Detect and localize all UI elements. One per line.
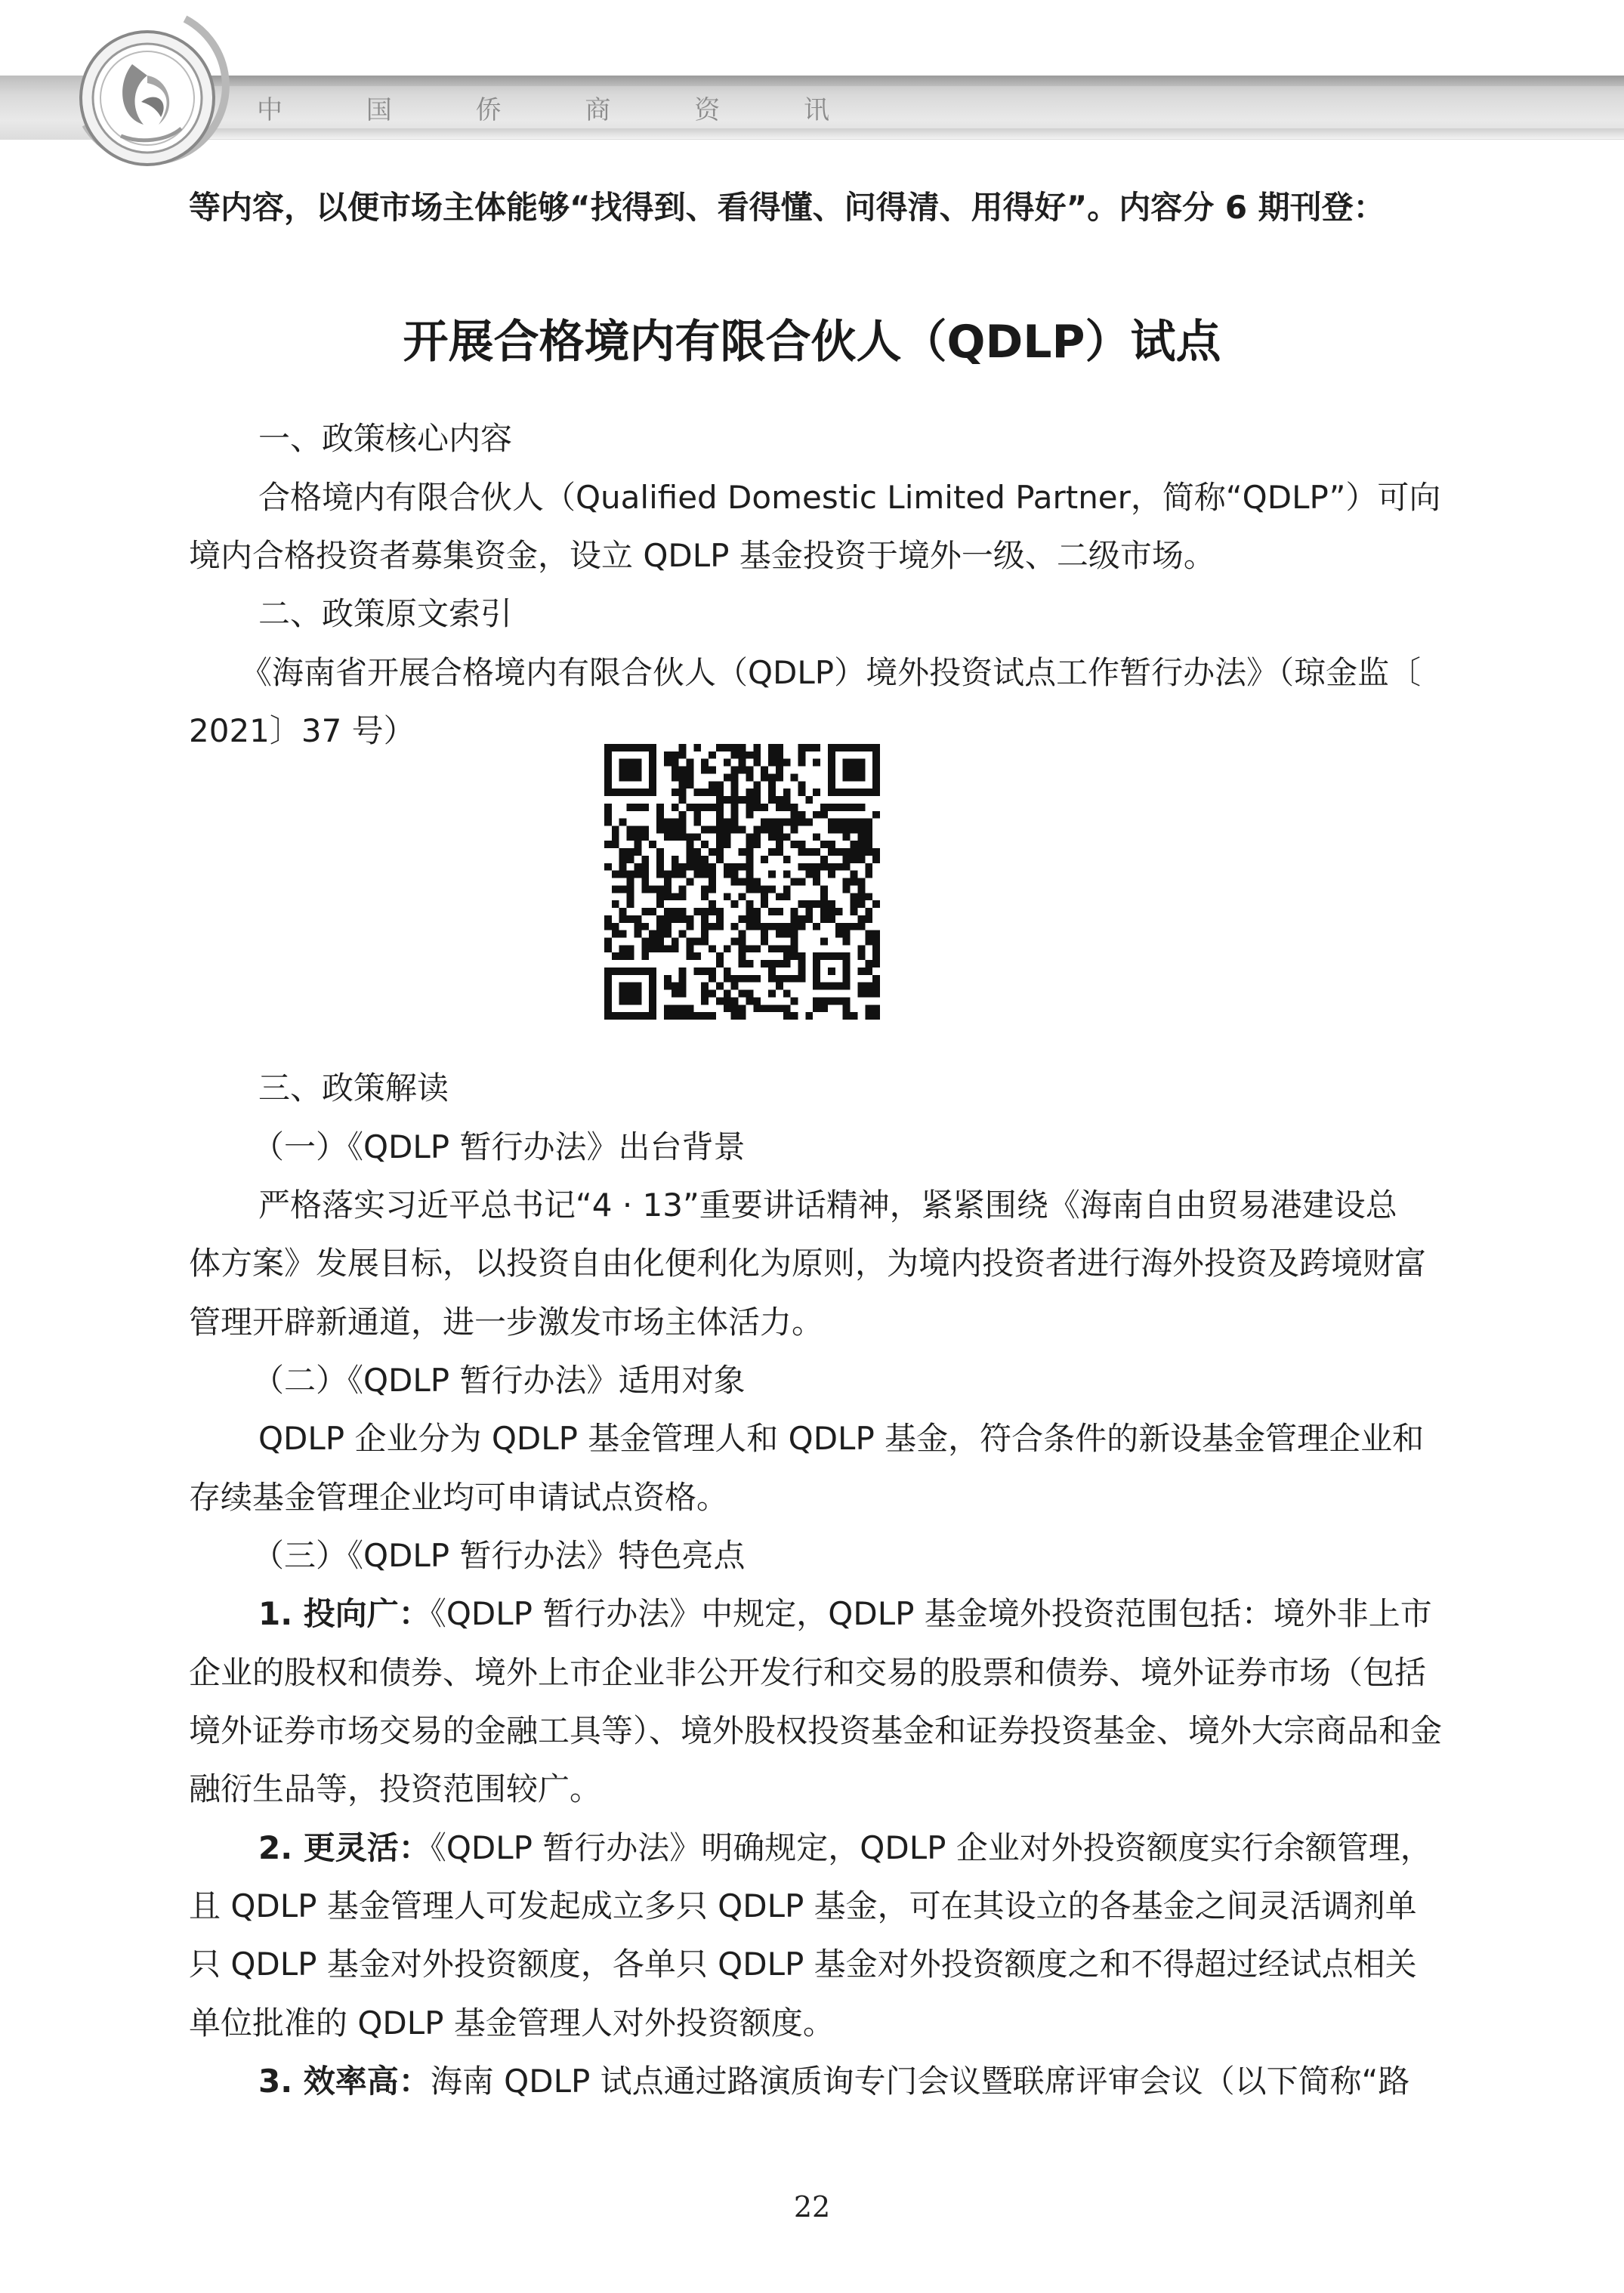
publication-title: 中 国 侨 商 资 讯 [257,95,868,125]
section-3-2-heading: （二）《QDLP 暂行办法》适用对象 [252,1362,746,1399]
item-2-line: 且 QDLP 基金管理人可发起成立多只 QDLP 基金，可在其设立的各基金之间灵活调剂单 [189,1887,1417,1924]
section-3-2-line: QDLP 企业分为 QDLP 基金管理人和 QDLP 基金，符合条件的新设基金管理企业和 [258,1420,1425,1457]
item-2-line: 只 QDLP 基金对外投资额度，各单只 QDLP 基金对外投资额度之和不得超过经试点相关 [189,1946,1417,1983]
item-3-line [258,2052,1505,2110]
section-3-2-line: 存续基金管理企业均可申请试点资格。 [189,1479,729,1516]
section-3-1-line: 管理开辟新通道，进一步激发市场主体活力。 [189,1304,824,1341]
section-3-1-heading: （一）《QDLP 暂行办法》出台背景 [252,1128,746,1165]
item-1-line [258,1585,1505,1643]
item-2-label: 2. 更灵活： [258,1829,431,1866]
item-1-line: 融衍生品等，投资范围较广。 [189,1770,602,1807]
section-3-1-line: 严格落实习近平总书记“4 · 13”重要讲话精神，紧紧围绕《海南自由贸易港建设总 [258,1187,1397,1224]
item-1-line: 企业的股权和债券、境外上市企业非公开发行和交易的股票和债券、境外证券市场（包括 [189,1654,1427,1691]
section-3-heading: 三、政策解读 [258,1069,449,1106]
page-number: 22 [793,2190,831,2224]
item-1-text: 《QDLP 暂行办法》中规定，QDLP 基金境外投资范围包括：境外非上市 [430,1595,1432,1632]
section-1-paragraph-line: 合格境内有限合伙人（Qualified Domestic Limited Partner，简称“QDLP”）可向 [258,479,1441,516]
section-2-paragraph-line: 2021〕37 号） [189,712,415,749]
item-3-label: 3. 效率高： [258,2063,431,2100]
section-1-heading: 一、政策核心内容 [258,420,513,457]
item-1-line: 境外证券市场交易的金融工具等）、境外股权投资基金和证券投资基金、境外大宗商品和金 [189,1712,1443,1749]
item-2-text: 《QDLP 暂行办法》明确规定，QDLP 企业对外投资额度实行余额管理， [430,1829,1432,1866]
document-title: 开展合格境内有限合伙人（QDLP）试点 [403,316,1221,369]
item-3-text: 海南 QDLP 试点通过路演质询专门会议暨联席评审会议（以下简称“路 [430,2063,1410,2100]
section-2-heading: 二、政策原文索引 [258,595,513,632]
section-3-1-line: 体方案》发展目标，以投资自由化便利化为原则，为境内投资者进行海外投资及跨境财富 [189,1245,1427,1282]
header-band-top-stripe [136,76,1624,86]
intro-line: 等内容，以便市场主体能够“找得到、看得懂、问得清、用得好”。内容分 6 期刊登： [189,189,1385,226]
qr-code[interactable] [604,744,880,1020]
section-1-paragraph-line: 境内合格投资者募集资金，设立 QDLP 基金投资于境外一级、二级市场。 [189,537,1215,574]
item-2-line: 单位批准的 QDLP 基金管理人对外投资额度。 [189,2004,835,2041]
section-3-3-heading: （三）《QDLP 暂行办法》特色亮点 [252,1537,746,1574]
item-1-label: 1. 投向广： [258,1595,431,1632]
association-logo-icon [72,11,230,170]
section-2-paragraph-line: 《海南省开展合格境内有限合伙人（QDLP）境外投资试点工作暂行办法》（琼金监〔 [240,654,1422,691]
header-band-bottom-stripe [189,128,1624,139]
item-2-line [258,1819,1505,1877]
